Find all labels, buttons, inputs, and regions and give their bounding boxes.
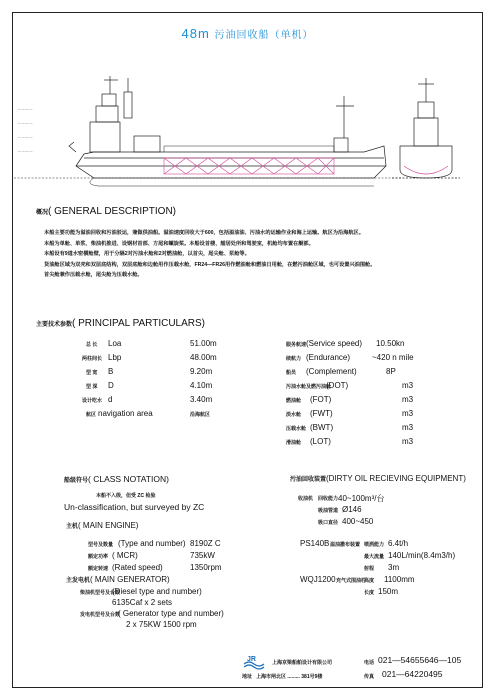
svg-text:— — — —: — — — — bbox=[18, 107, 33, 111]
title-main: 48m bbox=[181, 26, 210, 41]
page-title bbox=[0, 26, 495, 41]
class-heading: 船级符号( CLASS NOTATION) bbox=[64, 474, 169, 484]
class-line-cn: 本船不入级，但受 ZC 检验 bbox=[96, 493, 156, 499]
svg-text:— — — —: — — — — bbox=[18, 149, 33, 153]
dirty-oil-heading: 污油回收装置(DIRTY OIL RECIEVING EQUIPMENT) bbox=[290, 474, 466, 483]
class-line-en: Un-classification, but surveyed by ZC bbox=[64, 502, 205, 512]
general-description: 本船主要功能为溢油回收和污油驳运，兼做供油船。溢油速度回收大于600，包括溢油油、污油水的运输作业和海上运输。航区为沿海航区。 本船为单舱、单浆、柴油机推进、设钢材首部、方尾和螺旋桨。本船设首楼、艏居处所和驾驶室，机舱均布置在艉部。 本船设有9道水密横舱壁，用于分隔2对污油水舱和2对燃油舱，以首尖，尾尖舱、泵舱等。 货油舱区域为双壳和双层底结构，双层底舱和边舱用作压载水舱，FR24—FR26用作燃油舱和燃油日用舱，在燃污油舱区域，也可设置兴油围舱。 首尖舱兼作压载水舱，尾尖舱为压载水舱。 bbox=[44, 230, 376, 278]
engine-heading: 主机( MAIN ENGINE) bbox=[66, 521, 139, 530]
general-heading: 概况( GENERAL DESCRIPTION) bbox=[36, 206, 176, 217]
svg-text:— — — —: — — — — bbox=[18, 121, 33, 125]
svg-text:JR: JR bbox=[247, 656, 256, 663]
generator-heading: 主发电机( MAIN GENERATOR) bbox=[66, 575, 170, 584]
side-profile bbox=[69, 76, 386, 178]
title-sub: 污油回收船（单机） bbox=[214, 30, 314, 41]
end-view bbox=[392, 78, 460, 178]
ship-drawings bbox=[14, 66, 482, 196]
principal-heading: 主要技术参数( PRINCIPAL PARTICULARS) bbox=[36, 318, 206, 329]
svg-text:— — — —: — — — — bbox=[18, 135, 33, 139]
company-logo bbox=[243, 654, 265, 670]
